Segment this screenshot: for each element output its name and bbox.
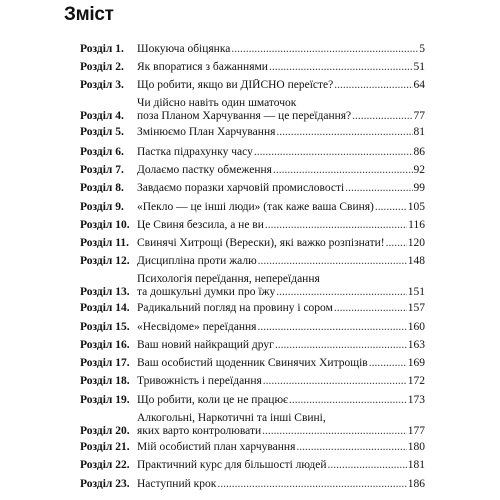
chapter-title: Долаємо пастку обмеження ..... 92	[137, 164, 425, 177]
page-number: 120	[407, 237, 425, 249]
chapter-label: Розділ 13.	[80, 286, 130, 298]
chapter-title: «Пекло — це інші люди» (так каже ваша Свиня) ..... 105	[137, 201, 425, 214]
page-number: 116	[408, 219, 425, 231]
page-number: 169	[407, 357, 425, 369]
page-number: 92	[413, 164, 425, 176]
page-number: 177	[407, 425, 425, 437]
chapter-label: Розділ 9.	[80, 201, 124, 213]
chapter-title: Що робити, коли це не працює ..... 173	[137, 394, 425, 407]
leader-dots	[352, 110, 412, 123]
leader-dots	[328, 459, 407, 472]
chapter-label: Розділ 14.	[80, 302, 130, 314]
chapter-label: Розділ 2.	[80, 61, 124, 73]
leader-dots	[386, 237, 407, 250]
chapter-title: Психологія переїдання, непереїдання та дошкульні думки про їжу ..... 151	[137, 273, 425, 299]
chapter-title: Наступний крок ..... 186	[137, 478, 425, 491]
chapter-label: Розділ 23.	[80, 478, 130, 490]
leader-dots	[345, 182, 412, 195]
page-number: 77	[413, 110, 425, 122]
chapter-label: Розділ 15.	[80, 321, 130, 333]
chapter-label: Розділ 8.	[80, 182, 124, 194]
leader-dots	[369, 357, 407, 370]
leader-dots	[231, 43, 418, 56]
leader-dots	[276, 286, 407, 299]
page-number: 64	[413, 79, 425, 91]
leader-dots	[296, 441, 406, 454]
chapter-label: Розділ 11.	[80, 237, 129, 249]
page-number: 148	[407, 255, 425, 267]
page-number: 5	[419, 43, 425, 55]
chapter-label: Розділ 12.	[80, 255, 130, 267]
page-number: 105	[407, 201, 425, 213]
page-title: Зміст	[64, 4, 114, 25]
leader-dots	[375, 201, 407, 214]
chapter-label: Розділ 6.	[80, 146, 124, 158]
chapter-title: Ваш новий найкращий друг ..... 163	[137, 339, 425, 352]
chapter-title: Тривожність і переїдання ..... 172	[137, 375, 425, 388]
chapter-label: Розділ 16.	[80, 339, 130, 351]
chapter-label: Розділ 19.	[80, 394, 130, 406]
leader-dots	[257, 321, 406, 334]
page-number: 81	[413, 126, 425, 138]
chapter-title: Шокуюча обіцянка ..... 5	[137, 43, 425, 56]
leader-dots	[275, 339, 407, 352]
page-number: 86	[413, 146, 425, 158]
chapter-label: Розділ 1.	[80, 43, 124, 55]
chapter-title: Змінюємо План Харчування ..... 81	[137, 126, 425, 139]
page-number: 186	[407, 478, 425, 490]
chapter-label: Розділ 18.	[80, 375, 130, 387]
page-number: 163	[407, 339, 425, 351]
chapter-title: Що робити, якщо ви ДІЙСНО переїсте? ..... 64	[137, 79, 425, 92]
chapter-label: Розділ 4.	[80, 110, 124, 122]
chapter-title: Пастка підрахунку часу ..... 86	[137, 146, 425, 159]
chapter-label: Розділ 5.	[80, 126, 124, 138]
page-number: 160	[407, 321, 425, 333]
leader-dots	[273, 164, 413, 177]
page-number: 51	[413, 61, 425, 73]
chapter-label: Розділ 20.	[80, 425, 130, 437]
chapter-title: Радикальний погляд на провину і сором ..... 157	[137, 302, 425, 315]
leader-dots	[334, 79, 412, 92]
page-number: 99	[413, 182, 425, 194]
chapter-title: Дисципліна проти жалю ..... 148	[137, 255, 425, 268]
page-number: 157	[407, 302, 425, 314]
chapter-title: Як впоратися з бажаннями ..... 51	[137, 61, 425, 74]
chapter-label: Розділ 21.	[80, 441, 130, 453]
chapter-title: Ваш особистий щоденник Свинячих Хитрощів ..... 169	[137, 357, 425, 370]
page-number: 180	[407, 441, 425, 453]
leader-dots	[254, 146, 413, 159]
chapter-title: Мій особистий план харчування ..... 180	[137, 441, 425, 454]
leader-dots	[276, 126, 412, 139]
leader-dots	[265, 219, 407, 232]
leader-dots	[269, 61, 413, 74]
leader-dots	[263, 375, 407, 388]
page-number: 181	[407, 459, 425, 471]
chapter-title: Практичний курс для більшості людей ..... 181	[137, 459, 425, 472]
page-number: 173	[407, 394, 425, 406]
chapter-title: Свинячі Хитрощі (Верески), які важко розпізнати! ..... 120	[137, 237, 425, 250]
leader-dots	[334, 302, 407, 315]
chapter-label: Розділ 10.	[80, 219, 130, 231]
chapter-label: Розділ 17.	[80, 357, 130, 369]
chapter-title: Чи дійсно навіть один шматочок поза Планом Харчування — це переїдання? ..... 77	[137, 97, 425, 123]
leader-dots	[262, 425, 407, 438]
chapter-label: Розділ 3.	[80, 79, 124, 91]
page-number: 151	[407, 286, 425, 298]
page-number: 172	[407, 375, 425, 387]
chapter-title: Це Свиня безсила, а не ви ..... 116	[137, 219, 425, 232]
chapter-title: Завдаємо поразки харчовій промисловості ..... 99	[137, 182, 425, 195]
leader-dots	[289, 394, 407, 407]
chapter-label: Розділ 7.	[80, 164, 124, 176]
chapter-title: Алкогольні, Наркотичні та інші Свині, яких варто контролювати ..... 177	[137, 412, 425, 438]
leader-dots	[217, 478, 406, 491]
chapter-title: «Несвідоме» переїдання ..... 160	[137, 321, 425, 334]
leader-dots	[258, 255, 407, 268]
chapter-label: Розділ 22.	[80, 459, 130, 471]
